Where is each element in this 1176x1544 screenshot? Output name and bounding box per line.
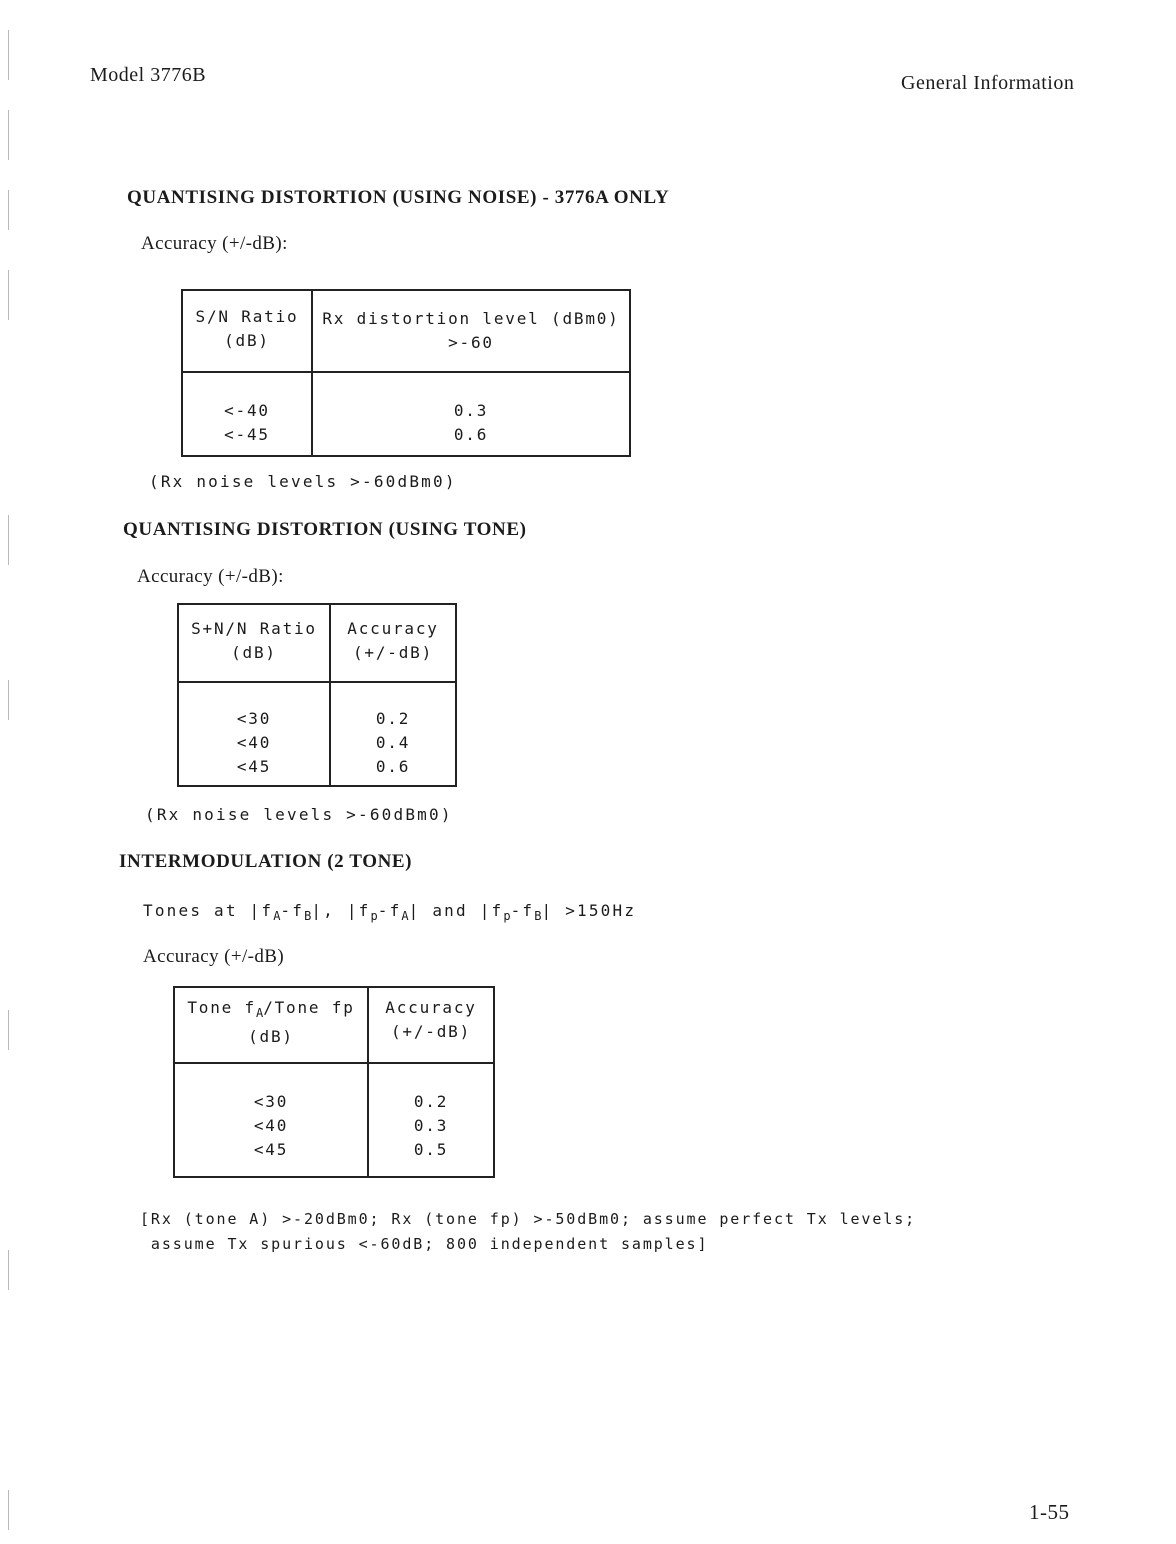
table-row-ratio: <-40 [224,401,270,420]
table-header-cell [312,290,630,372]
table-cell [182,372,312,456]
header-text: Rx distortion level (dBm0) [322,309,620,328]
intermod-table [173,986,495,1178]
scan-margin-mark [8,1250,9,1290]
table-row-ratio: <40 [253,1116,289,1135]
expr-part: |, [311,901,335,920]
table-cell [312,372,630,456]
table-row-ratio: <45 [236,757,272,776]
table-row-ratio: <40 [236,733,272,752]
header-text: S+N/N Ratio [191,619,317,638]
subscript: A [255,1006,264,1020]
header-text: Accuracy [347,619,439,638]
expr-part: | [541,901,554,920]
table-cell [330,682,456,786]
table-row-ratio: <30 [236,709,272,728]
header-model: Model 3776B [90,64,207,86]
header-section: General Information [901,72,1075,94]
subscript: A [273,909,281,923]
table-row-ratio: <45 [253,1140,289,1159]
accuracy-label: Accuracy (+/-dB): [141,233,288,254]
table-cell [178,682,330,786]
table-header-cell [174,987,368,1063]
page-number: 1-55 [1029,1500,1070,1524]
header-text: (dB) [231,643,277,662]
header-text: (+/-dB) [390,1022,472,1041]
accuracy-label: Accuracy (+/-dB): [137,566,284,587]
scan-margin-mark [8,1010,9,1050]
noise-note: (Rx noise levels >-60dBm0) [149,472,457,491]
noise-distortion-table [181,289,631,457]
header-part: /Tone fp [263,998,355,1017]
header-text: Accuracy [385,998,477,1017]
expr-part: |f [479,901,504,920]
subscript: A [401,909,409,923]
header-text [175,996,367,1025]
scan-margin-mark [8,515,9,565]
scan-margin-mark [8,270,9,320]
expr-part: and [432,901,468,920]
header-text: >-60 [448,333,494,352]
header-text: (dB) [224,331,270,350]
table-row-value: 0.6 [375,757,411,776]
scan-margin-mark [8,110,9,160]
section-title-intermod: INTERMODULATION (2 TONE) [119,851,413,872]
expr-part: |f [249,901,274,920]
subscript: B [304,909,312,923]
header-text: (+/-dB) [352,643,434,662]
scan-margin-mark [8,1490,9,1530]
expr-part: -f [510,901,535,920]
section-title-tone: QUANTISING DISTORTION (USING TONE) [123,519,527,540]
header-text: (dB) [248,1027,294,1046]
header-text: S/N Ratio [195,307,299,326]
table-header-cell [330,604,456,682]
tones-condition [143,901,636,923]
subscript: B [534,909,542,923]
table-row-value: 0.6 [453,425,489,444]
table-cell [174,1063,368,1177]
scan-margin-mark [8,30,9,80]
table-row-value: 0.2 [375,709,411,728]
accuracy-label: Accuracy (+/-dB) [143,946,285,967]
subscript: p [370,909,378,923]
expr-part: | [408,901,421,920]
table-row-ratio: <-45 [224,425,270,444]
table-header-cell [178,604,330,682]
expr-part: |f [346,901,371,920]
table-row-value: 0.5 [413,1140,449,1159]
table-row-value: 0.4 [375,733,411,752]
expr-part: >150Hz [565,901,637,920]
table-cell [368,1063,494,1177]
table-header-cell [368,987,494,1063]
table-row-value: 0.3 [413,1116,449,1135]
subscript: p [503,909,511,923]
table-row-value: 0.3 [453,401,489,420]
table-header-cell [182,290,312,372]
intermod-note-line2: assume Tx spurious <-60dB; 800 independent samples] [140,1235,709,1253]
scan-margin-mark [8,680,9,720]
intermod-note-line1: [Rx (tone A) >-20dBm0; Rx (tone fp) >-50dBm0; assume perfect Tx levels; [140,1210,917,1228]
section-title-noise: QUANTISING DISTORTION (USING NOISE) - 3776A ONLY [127,187,670,208]
tones-prefix: Tones at [143,901,238,920]
expr-part: -f [280,901,305,920]
scan-margin-mark [8,190,9,230]
tone-distortion-table [177,603,457,787]
header-part: Tone f [187,998,256,1017]
expr-part: -f [377,901,402,920]
tone-note: (Rx noise levels >-60dBm0) [145,805,453,824]
table-row-ratio: <30 [253,1092,289,1111]
table-row-value: 0.2 [413,1092,449,1111]
